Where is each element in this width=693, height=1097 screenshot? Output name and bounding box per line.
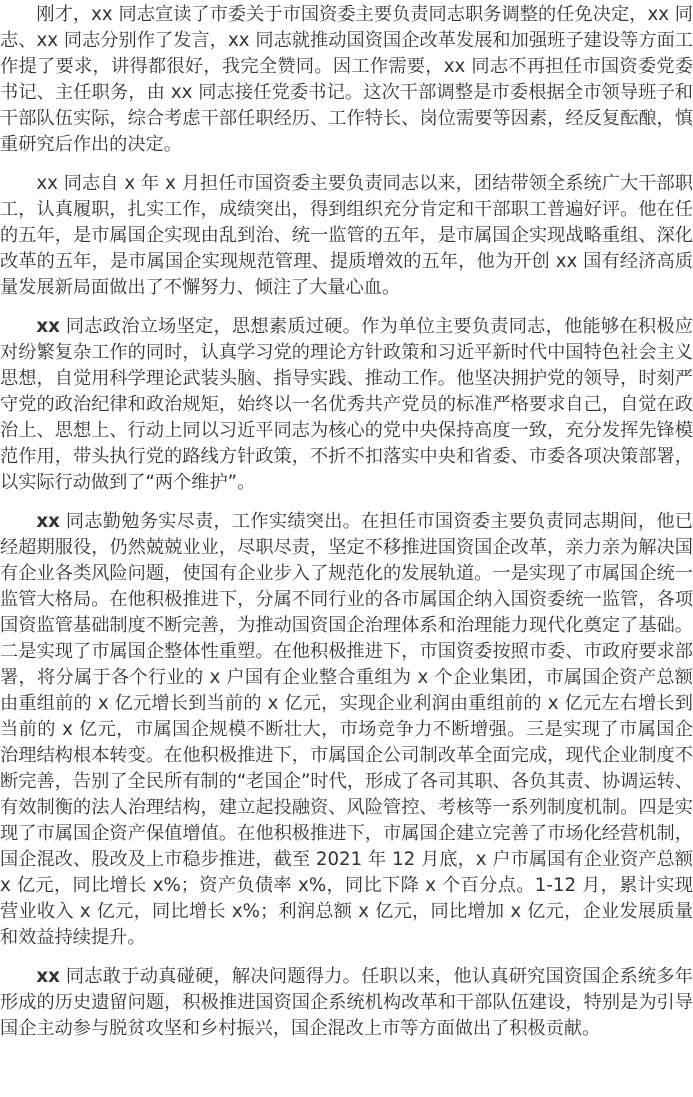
paragraph-political-stance [0,314,693,496]
paragraph-text: 同志勤勉务实尽责，工作实绩突出。在担任市国资委主要负责同志期间，他已经超期服役，仍然兢兢业业，尽职尽责，坚定不移推进国资国企改革，亲力亲为解决国有企业各类风险问题，使国有企业步入了规范化的发展轨道。一是实现了市属国企统一监管大格局。在他积极推进下，分属不同行业的各市属国企纳入国资委统一监管，各项国资监管基础制度不断完善，为推动国资国企治理体系和治理能力现代化奠定了基础。二是实现了市属国企整体性重塑。在他积极推进下，市国资委按照市委、市政府要求部署，将分属于各个行业的 x 户国有企业整合重组为 x 个企业集团，市属国企资产总额由重组前的 x 亿元增长到当前的 x 亿元，实现企业利润由重组前的 x 亿元左右增长到当前的 x 亿元，市属国企规模不断壮大，市场竞争力不断增强。三是实现了市属国企治理结构根本转变。在他积极推进下，市属国企公司制改革全面完成，现代企业制度不断完善，告别了全民所有制的“老国企”时代，形成了各司其职、各负其责、协调运转、有效制衡的法人治理结构，建立起投融资、风险管控、考核等一系列制度机制。四是实现了市属国企资产保值增值。在他积极推进下，市属国企建立完善了市场化经营机制，国企混改、股改及上市稳步推进，截至 2021 年 12 月底，x 户市属国有企业资产总额 x 亿元，同比增长 x%；资产负债率 x%，同比下降 x 个百分点。1-12 月，累计实现营业收入 x 亿元，同比增长 x%；利润总额 x 亿元，同比增加 x 亿元，企业发展质量和效益持续提升。 [0,511,693,948]
paragraph-lead: xx [36,966,60,987]
paragraph-text: xx 同志自 x 年 x 月担任市国资委主要负责同志以来，团结带领全系统广大干部职工，认真履职，扎实工作，成绩突出，得到组织充分肯定和干部职工普遍好评。他在任的五年，是市属国企实现由乱到治、统一监管的五年，是市属国企实现战略重组、深化改革的五年，是市属国企实现规范管理、提质增效的五年，他为开创 xx 国有经济高质量发展新局面做出了不懈努力、倾注了大量心血。 [0,173,693,298]
paragraph-text: 同志敢于动真碰硬，解决问题得力。任职以来，他认真研究国资国企系统多年形成的历史遗留问题，积极推进国资国企系统机构改革和干部队伍建设，特别是为引导国企主动参与脱贫攻坚和乡村振兴，国企混改上市等方面做出了积极贡献。 [0,966,693,1039]
paragraph-lead: xx [36,316,60,337]
paragraph-lead: xx [36,511,60,532]
paragraph-problem-solving [0,964,693,1042]
paragraph-text: 同志政治立场坚定，思想素质过硬。作为单位主要负责同志，他能够在积极应对纷繁复杂工作的同时，认真学习党的理论方针政策和习近平新时代中国特色社会主义思想，自觉用科学理论武装头脑、指导实践、推动工作。他坚决拥护党的领导，时刻严守党的政治纪律和政治规矩，始终以一名优秀共产党员的标准严格要求自己，自觉在政治上、思想上、行动上同以习近平同志为核心的党中央保持高度一致，充分发挥先锋模范作用，带头执行党的路线方针政策，不折不扣落实中央和省委、市委各项决策部署，以实际行动做到了“两个维护”。 [0,316,693,493]
paragraph-tenure-summary [0,171,693,301]
paragraph-text: 刚才，xx 同志宣读了市委关于市国资委主要负责同志职务调整的任免决定，xx 同志、xx 同志分别作了发言，xx 同志就推动国资国企改革发展和加强班子建设等方面工作提了要求，讲得都很好，我完全赞同。因工作需要，xx 同志不再担任市国资委党委书记、主任职务，由 xx 同志接任党委书记。这次干部调整是市委根据全市领导班子和干部队伍实际，综合考虑干部任职经历、工作特长、岗位需要等因素，经反复酝酿，慎重研究后作出的决定。 [0,4,693,155]
paragraph-work-achievements [0,509,693,951]
paragraph-appointment-announcement [0,2,693,158]
